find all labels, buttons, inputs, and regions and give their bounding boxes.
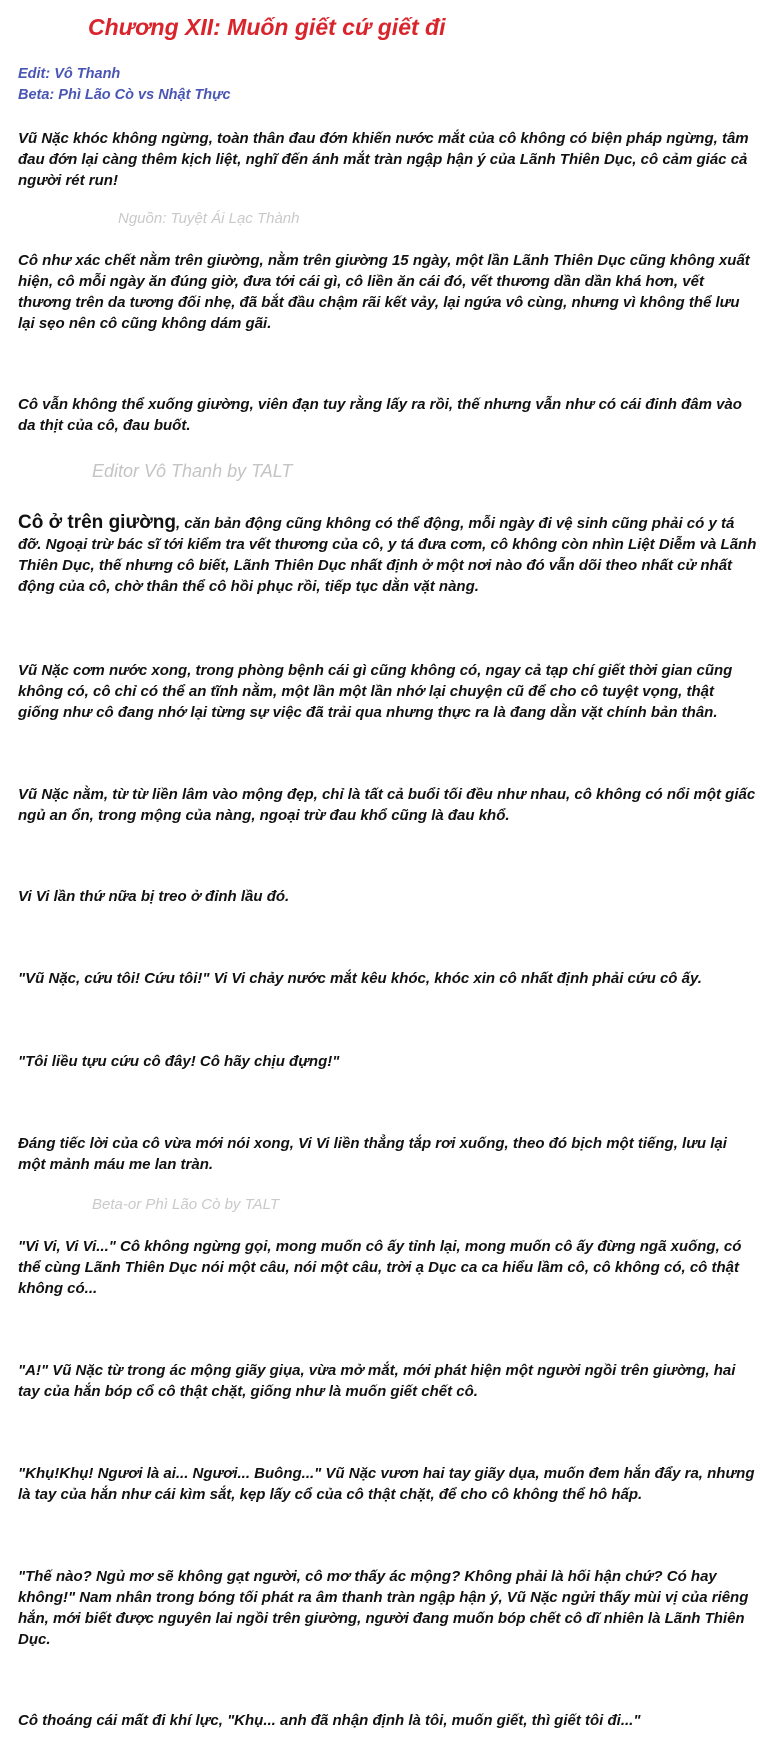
paragraph-10: Đáng tiếc lời của cô vừa mới nói xong, Vi Vi liền thẳng tắp rơi xuống, theo đó bịch một tiếng, lưu lại một mảnh máu me lan tràn. xyxy=(18,1135,727,1173)
beta-watermark: Beta-or Phì Lão Cò by TALT xyxy=(92,1196,280,1213)
paragraph-11: "Vi Vi, Vi Vi..." Cô không ngừng gọi, mong muốn cô ấy tỉnh lại, mong muốn cô ấy đừng ngã xuống, có thể cùng Lãnh Thiên Dục nói một câu, nói một câu, trời ạ Dục ca ca hiểu lầm cô, cô không có, cô thật không có... xyxy=(18,1238,742,1297)
paragraph-14: "Thế nào? Ngủ mơ sẽ không gạt người, cô mơ thấy ác mộng? Không phải là hối hận chứ? Có hay không!" Nam nhân trong bóng tối phát ra âm thanh tràn ngập hận ý, Vũ Nặc ngửi thấy mùi vị của riêng hắn, mới biết được nguyên lai ngồi trên giường, người đang muốn bóp chết cô dĩ nhiên là Lãnh Thiên Dục. xyxy=(18,1568,749,1648)
source-watermark: Nguồn: Tuyệt Ái Lạc Thành xyxy=(118,210,300,227)
paragraph-5: Vũ Nặc cơm nước xong, trong phòng bệnh cái gì cũng không có, ngay cả tạp chí giết thời gian cũng không có, cô chỉ có thể an tĩnh nằm, một lần một lần nhớ lại chuyện cũ để cho cô tuyệt vọng, thật giống như cô đang nhớ lại từng sự việc đã trải qua nhưng thực ra là đang dằn vặt chính bản thân. xyxy=(18,662,733,721)
beta-credit: Beta: Phì Lão Cò vs Nhật Thực xyxy=(18,87,231,103)
editor-watermark: Editor Vô Thanh by TALT xyxy=(92,461,293,481)
paragraph-12: "A!" Vũ Nặc từ trong ác mộng giãy giụa, vừa mở mắt, mới phát hiện một người ngồi trên giường, hai tay của hắn bóp cổ cô thật chặt, giống như là muốn giết chết cô. xyxy=(18,1362,736,1400)
paragraph-8: "Vũ Nặc, cứu tôi! Cứu tôi!" Vi Vi chảy nước mắt kêu khóc, khóc xin cô nhất định phải cứu cô ấy. xyxy=(18,970,702,987)
paragraph-1: Vũ Nặc khóc không ngừng, toàn thân đau đớn khiến nước mắt của cô không có biện pháp ngừng, tâm đau đớn lại càng thêm kịch liệt, nghĩ đến ánh mắt tràn ngập hận ý của Lãnh Thiên Dục, cô cảm giác cả người rét run! xyxy=(18,130,749,189)
paragraph-3: Cô vẫn không thể xuống giường, viên đạn tuy rằng lấy ra rồi, thế nhưng vẫn như có cái đinh đâm vào da thịt của cô, đau buốt. xyxy=(18,396,742,434)
paragraph-7: Vi Vi lần thứ nữa bị treo ở đỉnh lầu đó. xyxy=(18,888,290,905)
paragraph-4-body: , căn bản động cũng không có thể động, mỗi ngày đi vệ sinh cũng phải có y tá đỡ. Ngoại trừ bác sĩ tới kiểm tra vết thương của cô, y tá đưa cơm, cô không còn nhìn Liệt Diễm và Lãnh Thiên Dục, thế nhưng cô biết, Lãnh Thiên Dục nhất định ở một nơi nào đó vẫn dõi theo nhất cử nhất động của cô, chờ thân thể cô hồi phục rồi, tiếp tục dằn vặt nàng. xyxy=(18,515,757,595)
paragraph-6: Vũ Nặc nằm, từ từ liền lâm vào mộng đẹp, chỉ là tất cả buổi tối đều như nhau, cô không có nổi một giấc ngủ an ổn, trong mộng của nàng, ngoại trừ đau khổ cũng là đau khổ. xyxy=(18,786,756,824)
paragraph-4 xyxy=(18,512,758,597)
paragraph-15: Cô thoáng cái mất đi khí lực, "Khụ... anh đã nhận định là tôi, muốn giết, thì giết tôi đi..." xyxy=(18,1712,641,1729)
paragraph-9: "Tôi liều tựu cứu cô đây! Cô hãy chịu đựng!" xyxy=(18,1053,340,1070)
paragraph-2: Cô như xác chết nằm trên giường, nằm trên giường 15 ngày, một lần Lãnh Thiên Dục cũng không xuất hiện, cô mỗi ngày ăn đúng giờ, đưa tới cái gì, cô liền ăn cái đó, vết thương dần dần khá hơn, vết thương trên da tương đối nhẹ, đã bắt đầu chậm rãi kết vảy, lại ngứa vô cùng, nhưng vì không thể lưu lại sẹo nên cô cũng không dám gãi. xyxy=(18,252,750,332)
paragraph-4-lead: Cô ở trên giường xyxy=(18,512,176,533)
edit-credit: Edit: Vô Thanh xyxy=(18,66,121,82)
chapter-title: Chương XII: Muốn giết cứ giết đi xyxy=(88,14,446,40)
paragraph-13: "Khụ!Khụ! Ngươi là ai... Ngươi... Buông..." Vũ Nặc vươn hai tay giãy dụa, muốn đem hắn đẩy ra, nhưng là tay của hắn như cái kìm sắt, kẹp lấy cổ của cô thật chặt, để cho cô không thể hô hấp. xyxy=(18,1465,755,1503)
